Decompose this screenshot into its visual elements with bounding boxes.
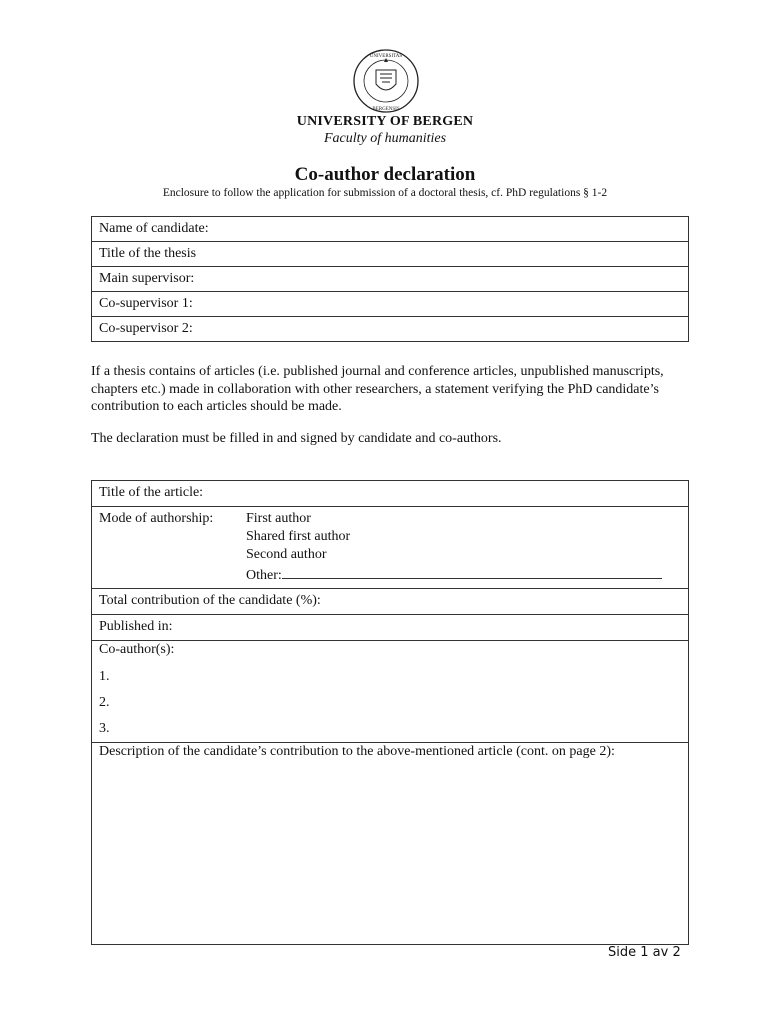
document-title: Co-author declaration <box>294 164 476 185</box>
page-number: Side 1 av 2 <box>608 945 681 960</box>
mode-label: Mode of authorship: <box>99 511 214 526</box>
intro-paragraph: If a thesis contains of articles (i.e. published journal and conference articles, unpublished manuscripts, chapters etc.) made in collaboration with other researchers, a statement verifying the PhD candidate’s contribution to each articles should be made. <box>91 364 664 414</box>
coauthors-field[interactable] <box>92 641 689 743</box>
co-supervisor-1-field[interactable]: Co-supervisor 1: <box>92 292 689 317</box>
main-supervisor-field[interactable]: Main supervisor: <box>92 267 689 292</box>
mode-option-second-author[interactable]: Second author <box>246 547 327 562</box>
candidate-info-table <box>91 216 689 342</box>
mode-option-shared-first-author[interactable]: Shared first author <box>246 529 351 544</box>
enclosure-note: Enclosure to follow the application for submission of a doctoral thesis, cf. PhD regulations § 1-2 <box>162 187 608 199</box>
co-supervisor-2-field[interactable]: Co-supervisor 2: <box>92 317 689 342</box>
coauthors-label: Co-author(s): <box>99 642 175 657</box>
mode-option-other[interactable] <box>246 564 662 585</box>
mode-other-label: Other: <box>246 568 282 583</box>
coauthor-1[interactable]: 1. <box>99 669 110 684</box>
other-input-line[interactable] <box>282 564 662 579</box>
coauthor-3[interactable]: 3. <box>99 721 110 736</box>
contribution-description-field[interactable]: Description of the candidate’s contribution to the above-mentioned article (cont. on page 2): <box>92 743 689 945</box>
seal-text-top: UNIVERSITAS <box>369 54 403 59</box>
seal-text-bottom: BERGENSIS <box>372 107 400 112</box>
mode-of-authorship-field[interactable] <box>92 507 689 589</box>
thesis-title-field[interactable]: Title of the thesis <box>92 242 689 267</box>
coauthor-2[interactable]: 2. <box>99 695 110 710</box>
university-seal-logo <box>352 48 420 114</box>
signature-instruction: The declaration must be filled in and signed by candidate and co-authors. <box>91 431 502 446</box>
candidate-name-field[interactable]: Name of candidate: <box>92 217 689 242</box>
faculty-name: Faculty of humanities <box>323 131 447 146</box>
article-title-field[interactable]: Title of the article: <box>92 481 689 507</box>
total-contribution-field[interactable]: Total contribution of the candidate (%): <box>92 589 689 615</box>
published-in-field[interactable]: Published in: <box>92 615 689 641</box>
mode-option-first-author[interactable]: First author <box>246 511 311 526</box>
university-name: UNIVERSITY OF BERGEN <box>296 114 474 129</box>
article-table <box>91 480 689 945</box>
